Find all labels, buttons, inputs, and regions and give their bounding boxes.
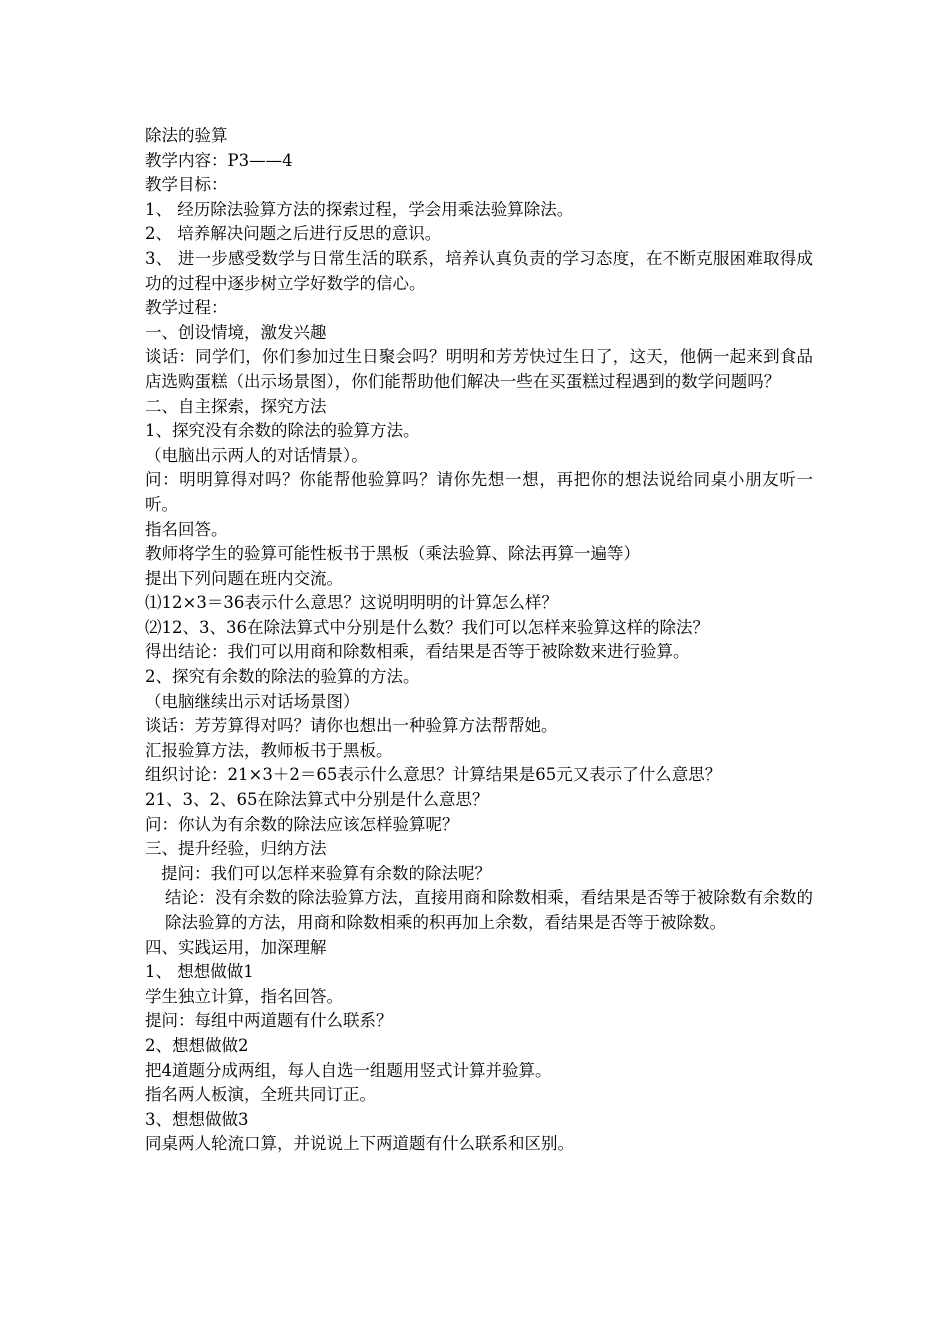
paragraph: 组织讨论：21×3＋2＝65表示什么意思？计算结果是65元又表示了什么意思？: [145, 765, 722, 785]
paragraph: 指名两人板演，全班共同订正。: [145, 1085, 376, 1105]
objective-2: 2、 培养解决问题之后进行反思的意识。: [145, 224, 442, 244]
paragraph: （电脑出示两人的对话情景）。: [145, 445, 368, 465]
exercise-1-heading: 1、 想想做做1: [145, 962, 254, 982]
section-4-heading: 四、实践运用，加深理解: [145, 937, 327, 957]
paragraph: 问：明明算得对吗？你能帮他验算吗？请你先想一想，再把你的想法说给同桌小朋友听一听。: [145, 470, 813, 514]
content-label: 教学内容：P3——4: [145, 150, 293, 170]
paragraph: 同桌两人轮流口算，并说说上下两道题有什么联系和区别。: [145, 1134, 574, 1154]
conclusion-paragraph: 结论：没有余数的除法验算方法，直接用商和除数相乘，看结果是否等于被除数有余数的除法验算的方法，用商和除数相乘的积再加上余数，看结果是否等于被除数。: [165, 888, 813, 932]
section-3-heading: 三、提升经验，归纳方法: [145, 839, 327, 859]
paragraph: 提问：每组中两道题有什么联系？: [145, 1011, 393, 1031]
paragraph: 学生独立计算，指名回答。: [145, 986, 343, 1006]
document-title: 除法的验算: [145, 126, 228, 145]
paragraph: 指名回答。: [145, 519, 228, 539]
paragraph: 1、探究没有余数的除法的验算方法。: [145, 421, 420, 441]
objective-1: 1、 经历除法验算方法的探索过程，学会用乘法验算除法。: [145, 199, 574, 219]
paragraph: 得出结论：我们可以用商和除数相乘，看结果是否等于被除数来进行验算。: [145, 642, 690, 662]
exercise-2-heading: 2、想想做做2: [145, 1035, 249, 1055]
paragraph: 谈话：芳芳算得对吗？请你也想出一种验算方法帮帮她。: [145, 716, 558, 736]
paragraph: 教师将学生的验算可能性板书于黑板（乘法验算、除法再算一遍等）: [145, 544, 640, 564]
exercise-3-heading: 3、想想做做3: [145, 1109, 249, 1129]
paragraph: 谈话：同学们，你们参加过生日聚会吗？明明和芳芳快过生日了，这天，他俩一起来到食品店选购蛋糕（出示场景图），你们能帮助他们解决一些在买蛋糕过程遇到的数学问题吗？: [145, 347, 813, 391]
paragraph: 2、探究有余数的除法的验算的方法。: [145, 667, 420, 687]
objective-3: 3、 进一步感受数学与日常生活的联系，培养认真负责的学习态度，在不断克服困难取得成功的过程中逐步树立学好数学的信心。: [145, 248, 813, 293]
paragraph: 把4道题分成两组，每人自选一组题用竖式计算并验算。: [145, 1060, 552, 1080]
paragraph: 提出下列问题在班内交流。: [145, 568, 343, 588]
paragraph: 问：你认为有余数的除法应该怎样验算呢？: [145, 814, 459, 834]
question-1: ⑴12×3＝36表示什么意思？这说明明明的计算怎么样？: [145, 593, 558, 613]
section-1-heading: 一、创设情境，激发兴趣: [145, 322, 327, 342]
section-2-heading: 二、自主探索，探究方法: [145, 396, 327, 416]
process-heading: 教学过程：: [145, 298, 228, 318]
paragraph: 提问：我们可以怎样来验算有余数的除法呢？: [161, 863, 491, 883]
paragraph: （电脑继续出示对话场景图）: [145, 691, 360, 711]
document-body: [145, 124, 813, 1157]
paragraph: 汇报验算方法，教师板书于黑板。: [145, 740, 393, 760]
question-2: ⑵12、3、36在除法算式中分别是什么数？我们可以怎样来验算这样的除法？: [145, 617, 709, 637]
objectives-heading: 教学目标：: [145, 175, 228, 195]
paragraph: 21、3、2、65在除法算式中分别是什么意思？: [145, 790, 489, 810]
